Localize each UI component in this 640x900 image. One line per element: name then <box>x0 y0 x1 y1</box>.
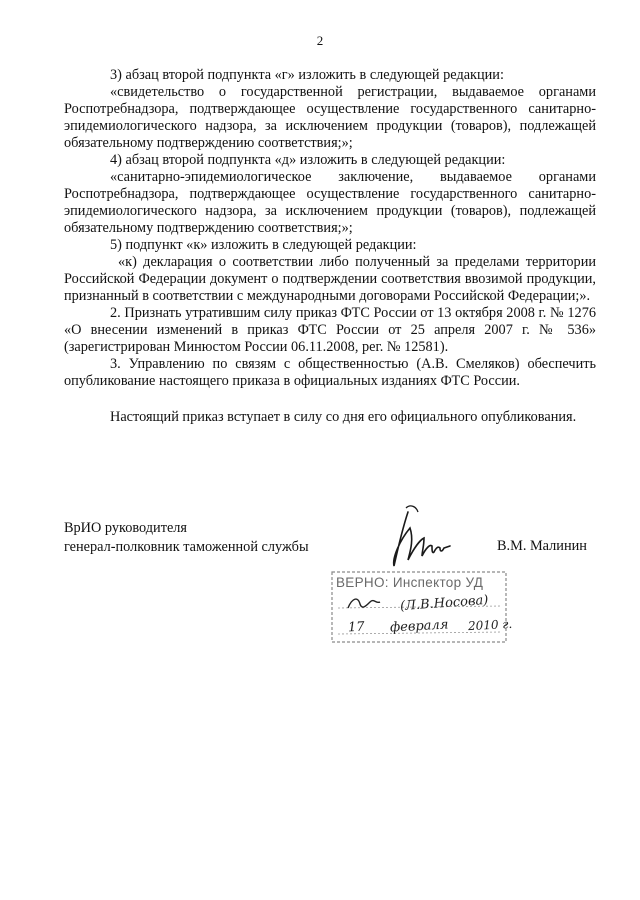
page-number: 2 <box>316 33 324 48</box>
paragraph-item-4: 4) абзац второй подпункта «д» изложить в следующей редакции: <box>110 152 506 168</box>
stamp-verification-text: ВЕРНО: Инспектор УД <box>336 575 484 590</box>
stamp-date-day: 17 <box>347 619 365 636</box>
certification-stamp <box>330 568 513 646</box>
stamp-date-year: 2010 г. <box>467 616 513 634</box>
stamp-date-month: февраля <box>389 617 449 636</box>
paragraph-point-3: 3. Управлению по связям с общественностью (А.В. Смеляков) обеспечить опубликование настоящего приказа в официальных изданиях ФТС России. <box>64 356 596 389</box>
signatory-position <box>64 519 309 557</box>
paragraph-item-3: 3) абзац второй подпункта «г» изложить в следующей редакции: <box>110 67 504 83</box>
paragraph-quote-declaration: «к) декларация о соответствии либо полученный за пределами территории Российской Федерации документ о подтверждении соответствия ввозимой продукции, признанный в соответствии с международными договорами Российской Федерации;». <box>64 254 596 304</box>
signatory-position-line2: генерал-полковник таможенной службы <box>64 539 309 555</box>
stamp-handwritten-name: (Л.В.Носова) <box>399 592 489 615</box>
document-body <box>64 67 596 426</box>
paragraph-effective-date: Настоящий приказ вступает в силу со дня его официального опубликования. <box>110 409 577 425</box>
paragraph-point-2: 2. Признать утратившим силу приказ ФТС России от 13 октября 2008 г. № 1276 «О внесении изменений в приказ ФТС России от 25 апреля 2007 г. № 536» (зарегистрирован Минюстом России 06.11.2008, рег. № 12581). <box>64 305 596 355</box>
paragraph-quote-certificate: «свидетельство о государственной регистрации, выдаваемое органами Роспотребнадзора, подтверждающее осуществление государственного санитарно-эпидемиологического надзора, за исключением продукции (товаров), подлежащей обязательному подтверждению соответствия;»; <box>64 84 596 151</box>
paragraph-item-5: 5) подпункт «к» изложить в следующей редакции: <box>110 237 417 253</box>
handwritten-signature <box>380 500 480 575</box>
signatory-position-line1: ВрИО руководителя <box>64 520 188 536</box>
signatory-name: В.М. Малинин <box>497 538 587 554</box>
paragraph-quote-conclusion: «санитарно-эпидемиологическое заключение, выдаваемое органами Роспотребнадзора, подтверждающее осуществление государственного санитарно-эпидемиологического надзора, за исключением продукции (товаров), подлежащей обязательному подтверждению соответствия;»; <box>64 169 596 236</box>
